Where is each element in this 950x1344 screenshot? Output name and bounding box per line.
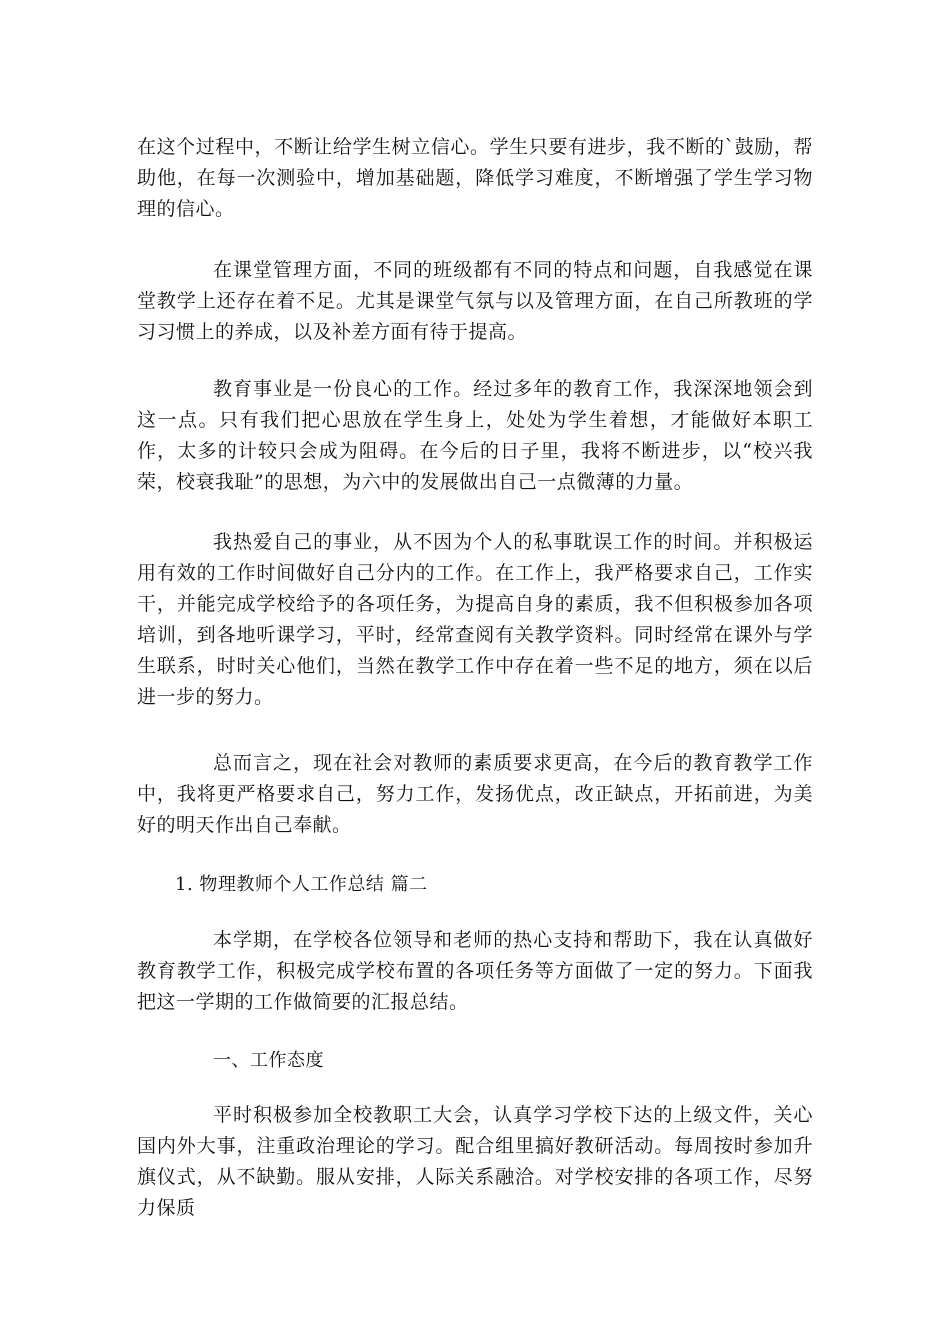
section-title: 1. 物理教师个人工作总结 篇二: [175, 874, 428, 895]
paragraph-semester-intro: 本学期，在学校各位领导和老师的热心支持和帮助下，我在认真做好教育教学工作，积极完成学校布置的各项任务等方面做了一定的努力。下面我把这一学期的工作做简要的汇报总结。: [137, 929, 813, 1013]
paragraph-conclusion: 总而言之，现在社会对教师的素质要求更高，在今后的教育教学工作中，我将更严格要求自己，努力工作，发扬优点，改正缺点，开拓前进，为美好的明天作出自己奉献。: [137, 752, 813, 836]
paragraph-education-career: 教育事业是一份良心的工作。经过多年的教育工作，我深深地领会到这一点。只有我们把心思放在学生身上，处处为学生着想，才能做好本职工作，太多的计较只会成为阻碍。在今后的日子里，我将不断进步，以“校兴我荣，校衰我耻”的思想，为六中的发展做出自己一点微薄的力量。: [137, 378, 813, 493]
subheading-work-attitude: 一、工作态度: [213, 1050, 324, 1071]
paragraph-confidence: 在这个过程中，不断让给学生树立信心。学生只要有进步，我不断的`鼓励，帮助他，在每一次测验中，增加基础题，降低学习难度，不断增强了学生学习物理的信心。: [137, 136, 813, 220]
paragraph-work-attitude: 平时积极参加全校教职工大会，认真学习学校下达的上级文件，关心国内外大事，注重政治理论的学习。配合组里搞好教研活动。每周按时参加升旗仪式，从不缺勤。服从安排，人际关系融洽。对学校安排的各项工作，尽努力保质: [137, 1104, 813, 1219]
paragraph-classroom-management: 在课堂管理方面，不同的班级都有不同的特点和问题，自我感觉在课堂教学上还存在着不足。尤其是课堂气氛与以及管理方面，在自己所教班的学习习惯上的养成，以及补差方面有待于提高。: [137, 259, 813, 343]
paragraph-dedication: 我热爱自己的事业，从不因为个人的私事耽误工作的时间。并积极运用有效的工作时间做好自己分内的工作。在工作上，我严格要求自己，工作实干，并能完成学校给予的各项任务，为提高自身的素质，我不但积极参加各项培训，到各地听课学习，平时，经常查阅有关教学资料。同时经常在课外与学生联系，时时关心他们，当然在教学工作中存在着一些不足的地方，须在以后进一步的努力。: [137, 531, 813, 708]
